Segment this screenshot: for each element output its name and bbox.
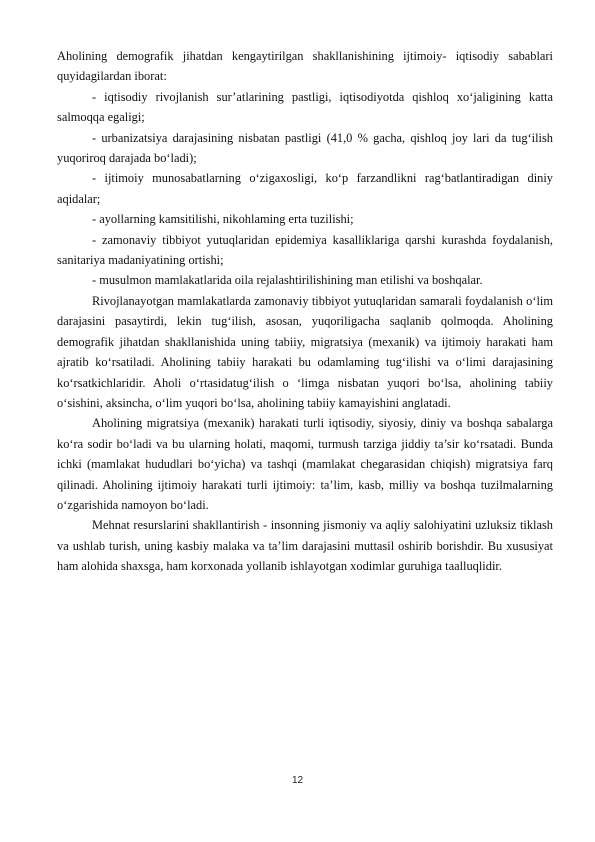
list-item-social-relations: - ijtimoiy munosabatlarning o‘zigaxosligi, ko‘p farzandlikni rag‘batlantiradigan diniy aqidalar;: [57, 171, 553, 206]
list-item-family-planning: - musulmon mamlakatlarida oila rejalashtirilishining man etilishi va boshqalar.: [92, 273, 483, 288]
list-item-women-discrimination: - ayollarning kamsitilishi, nikohlaming erta tuzilishi;: [92, 212, 354, 227]
list-item-urbanization: - urbanizatsiya darajasining nisbatan pastligi (41,0 % gacha, qishloq joy lari da tug‘ilish yuqoriroq darajada bo‘ladi);: [57, 130, 553, 166]
intro-paragraph: Aholining demografik jihatdan kengaytirilgan shakllanishining ijtimoiy- iqtisodiy sabablari quyidagilardan iborat:: [57, 49, 553, 84]
page-number: 12: [291, 775, 304, 786]
document-body: [57, 46, 553, 577]
paragraph-migration: Aholining migratsiya (mexanik) harakati turli iqtisodiy, siyosiy, diniy va boshqa sabalarga ko‘ra sodir bo‘ladi va bu ularning holati, maqomi, turmush tarziga jiddiy ta’sir ko‘rsatadi. Bunda ichki (mamlakat hududlari bo‘yicha) va tashqi (mamlakat chegarasidan chiqish) migratsiya farq qilinadi. Aholining ijtimoiy harakati turli ijtimoiy: ta’lim, kasb, milliy va boshqa tuzilmalarning o‘zgarishida namoyon bo‘ladi.: [57, 416, 553, 512]
list-item-modern-medicine: - zamonaviy tibbiyot yutuqlaridan epidemiya kasalliklariga qarshi kurashda foydalanish, sanitariya madaniyatining ortishi;: [57, 232, 553, 268]
paragraph-natural-movement: Rivojlanayotgan mamlakatlarda zamonaviy tibbiyot yutuqlaridan samarali foydalanish o‘lim darajasini pasaytirdi, lekin tug‘ilish, asosan, yuqoriligacha saqlanib qolmoqda. Aholining demografik jihatdan shakllanishida uning tabiiy, migratsiya (mexanik) va ijtimoiy harakati ham ajratib ko‘rsatiladi. Aholining tabiiy harakati bu odamlaming tug‘ilishi va o‘limi darajasining ko‘rsatkichlaridir. Aholi o‘rtasidatug‘ilish o ‘limga nisbatan yuqori bo‘lsa, aholining tabiiy o‘sishini, aksincha, o‘lim yuqori bo‘lsa, aholining tabiiy kamayishini anglatadi.: [57, 293, 553, 410]
paragraph-labor-resources: Mehnat resurslarini shakllantirish - insonning jismoniy va aqliy salohiyatini uzluksiz tiklash va ushlab turish, uning kasbiy malaka va ta’lim darajasini muttasil oshirib borishdir. Bu xususiyat ham alohida shaxsga, ham korxonada yollanib ishlayotgan xodimlar guruhiga taalluqlidir.: [57, 518, 553, 574]
list-item-economic-growth: - iqtisodiy rivojlanish sur’atlarining pastligi, iqtisodiyotda qishloq xo‘jaligining katta salmoqqa egaligi;: [57, 89, 553, 125]
